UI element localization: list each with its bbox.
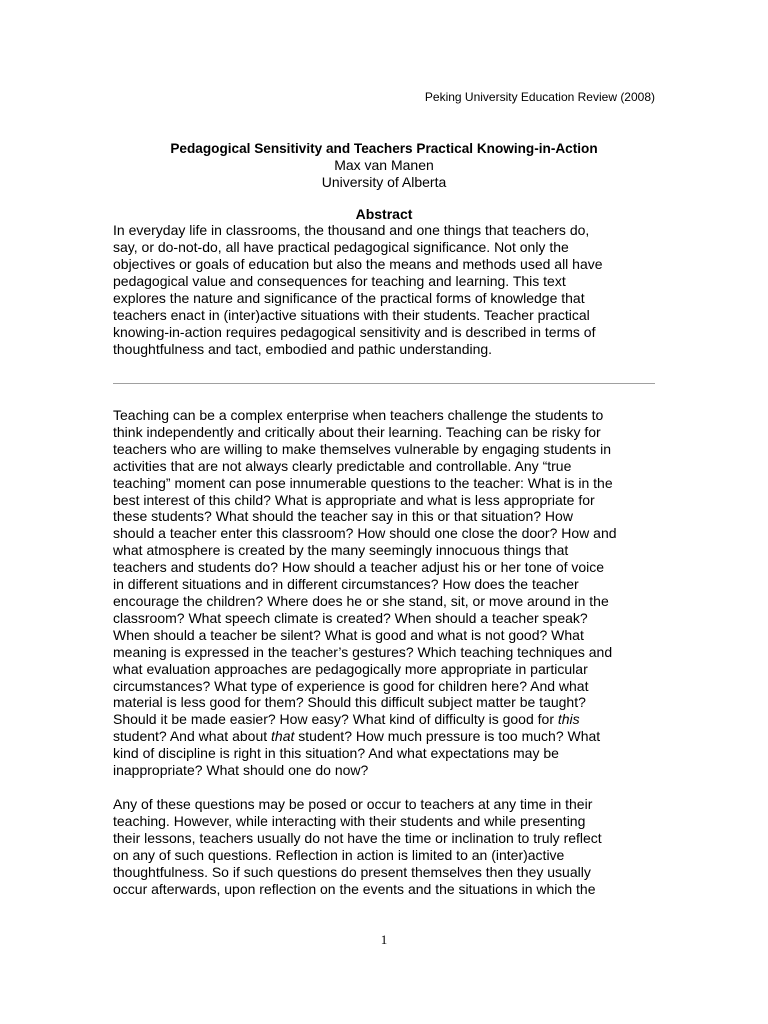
paragraph-line: what evaluation approaches are pedagogically more appropriate in particular bbox=[113, 660, 588, 677]
section-divider bbox=[113, 383, 655, 384]
running-header: Peking University Education Review (2008) bbox=[424, 90, 655, 104]
paragraph-line: thoughtfulness. So if such questions do present themselves then they usually bbox=[113, 863, 591, 880]
paragraph-line: teachers who are willing to make themselves vulnerable by engaging students in bbox=[113, 440, 612, 457]
title-block bbox=[113, 140, 655, 191]
abstract-heading: Abstract bbox=[355, 206, 413, 222]
page-number: 1 bbox=[380, 932, 388, 947]
abstract-line: knowing-in-action requires pedagogical sensitivity and is described in terms of bbox=[113, 324, 596, 340]
paragraph-line: teaching” moment can pose innumerable questions to the teacher: What is in the bbox=[113, 474, 613, 491]
paragraph-line: in different situations and in different circumstances? How does the teacher bbox=[113, 576, 579, 593]
abstract-line: In everyday life in classrooms, the thousand and one things that teachers do, bbox=[113, 222, 590, 238]
paragraph-line: circumstances? What type of experience is good for children here? And what bbox=[113, 677, 589, 694]
paragraph-line: on any of such questions. Reflection in action is limited to an (inter)active bbox=[113, 846, 565, 863]
abstract-line: explores the nature and significance of the practical forms of knowledge that bbox=[113, 290, 585, 306]
paragraph-line: these students? What should the teacher say in this or that situation? How bbox=[113, 508, 573, 525]
abstract-text bbox=[113, 222, 658, 358]
paragraph-line: teachers and students do? How should a teacher adjust his or her tone of voice bbox=[113, 559, 605, 576]
line-text: Should it be made easier? How easy? What kind of difficulty is good for bbox=[113, 711, 558, 728]
article-title: Pedagogical Sensitivity and Teachers Practical Knowing-in-Action bbox=[170, 141, 598, 156]
paragraph-line: meaning is expressed in the teacher’s gestures? Which teaching techniques and bbox=[113, 643, 613, 660]
abstract-line: objectives or goals of education but also the means and methods used all have bbox=[113, 256, 603, 272]
author-name: Max van Manen bbox=[334, 157, 434, 173]
author-affiliation: University of Alberta bbox=[321, 174, 447, 190]
emphasis-this: this bbox=[557, 711, 580, 728]
paragraph-line: think independently and critically about their learning. Teaching can be risky for bbox=[113, 423, 601, 440]
abstract-line: thoughtfulness and tact, embodied and pathic understanding. bbox=[113, 341, 493, 357]
line-text: student? How much pressure is too much? What bbox=[294, 728, 601, 745]
body-paragraph-1 bbox=[113, 407, 658, 779]
paragraph-line: When should a teacher be silent? What is good and what is not good? What bbox=[113, 626, 584, 643]
abstract-line: say, or do-not-do, all have practical pedagogical significance. Not only the bbox=[113, 239, 569, 255]
paragraph-line: occur afterwards, upon reflection on the events and the situations in which the bbox=[113, 880, 596, 897]
paragraph-line: Teaching can be a complex enterprise when teachers challenge the students to bbox=[113, 407, 604, 423]
paragraph-line: encourage the children? Where does he or she stand, sit, or move around in the bbox=[113, 592, 609, 609]
paragraph-line: kind of discipline is right in this situation? And what expectations may be bbox=[113, 745, 559, 762]
paragraph-line: classroom? What speech climate is created? When should a teacher speak? bbox=[113, 609, 588, 626]
paragraph-line bbox=[113, 728, 658, 745]
abstract-line: pedagogical value and consequences for teaching and learning. This text bbox=[113, 273, 566, 289]
paragraph-line: activities that are not always clearly predictable and controllable. Any “true bbox=[113, 457, 572, 474]
emphasis-that: that bbox=[271, 728, 295, 745]
paragraph-line bbox=[113, 711, 658, 728]
paragraph-line: Any of these questions may be posed or occur to teachers at any time in their bbox=[113, 796, 593, 812]
paragraph-line: should a teacher enter this classroom? How should one close the door? How and bbox=[113, 525, 617, 542]
paragraph-line: their lessons, teachers usually do not have the time or inclination to truly reflect bbox=[113, 829, 602, 846]
abstract-line: teachers enact in (inter)active situations with their students. Teacher practical bbox=[113, 307, 590, 323]
paragraph-line: inappropriate? What should one do now? bbox=[113, 762, 369, 779]
line-text: student? And what about bbox=[113, 728, 272, 745]
paragraph-line: what atmosphere is created by the many seemingly innocuous things that bbox=[113, 542, 569, 559]
paragraph-line: material is less good for them? Should this difficult subject matter be taught? bbox=[113, 694, 586, 711]
paragraph-line: teaching. However, while interacting with their students and while presenting bbox=[113, 812, 586, 829]
paragraph-line: best interest of this child? What is appropriate and what is less appropriate for bbox=[113, 491, 595, 508]
body-paragraph-2 bbox=[113, 796, 658, 897]
